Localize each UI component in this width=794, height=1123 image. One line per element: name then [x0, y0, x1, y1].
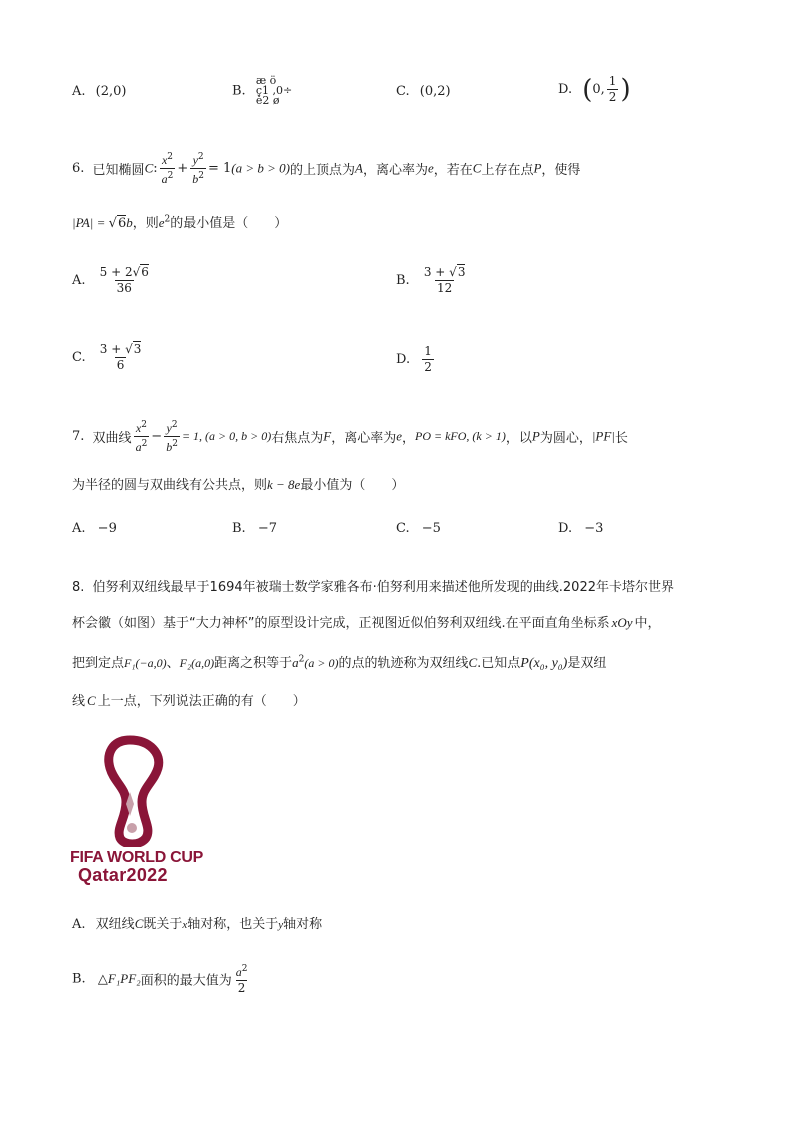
fraction: $\frac{5 + 2√6}{36}$ — [99, 265, 149, 295]
q5-option-c — [396, 84, 451, 99]
emblem-line2: Qatar2022 — [78, 865, 168, 885]
fraction: $\frac{1}{2}$ — [424, 344, 432, 374]
q7-option-b: B. −7 — [232, 521, 277, 536]
option-label: D. — [558, 82, 573, 97]
option-value: (0,2) — [419, 84, 451, 99]
q5-option-b — [232, 76, 292, 106]
q6-option-a: A. $\frac{5 + 2√6}{36}$ — [72, 265, 149, 295]
q7-line2: 为半径的圆与双曲线有公共点，则k − 8e最小值为（ ） — [72, 477, 405, 493]
fraction: $\frac{3 + √3}{6}$ — [99, 342, 142, 372]
option-label: C. — [396, 84, 410, 99]
fraction-y2-b2: $\frac{y^2}{b^2}$ — [166, 420, 178, 454]
q6-line2: |PA| = √6b，则$e^2$的最小值是（ ） — [72, 214, 288, 231]
option-value: (2,0) — [95, 84, 127, 99]
garbled-formula: æ ö ç1 ,0÷ è2 ø — [255, 74, 293, 107]
q8-line2: 杯会徽（如图）基于“大力神杯”的原型设计完成，正视图近似伯努利双纽线.在平面直角坐标系 xOy 中， — [72, 615, 661, 631]
q5-option-d: D. (0, $\frac{1}{2}$ ) — [558, 74, 631, 105]
q6-option-b: B. $\frac{3 + √3}{12}$ — [396, 265, 466, 295]
q8-line3: 把到定点F₁(−a,0)、F₂(a,0)距离之积等于$a^2(a > 0)$的点的轨迹称为双纽线C.已知点P(x₀, y₀)是双纽 — [72, 654, 607, 671]
q6-line1: 6. 已知椭圆C: $\frac{x^2}{a^2}$ + $\frac{y^2}{b^2}$ = 1(a > b > 0)的上顶点为A，离心率为e，若在C上存在点P，使得 — [72, 152, 581, 186]
q7-option-c: C. −5 — [396, 521, 441, 536]
fraction-x2-a2: $\frac{x^2}{a^2}$ — [161, 152, 174, 186]
option-label: B. — [232, 83, 246, 99]
emblem-line1: FIFA WORLD CUP — [70, 849, 203, 866]
q8-option-a: A. 双纽线C既关于x轴对称，也关于y轴对称 — [72, 916, 323, 932]
q5-option-a — [72, 84, 127, 99]
fraction-x2-a2: $\frac{x^2}{a^2}$ — [135, 420, 148, 454]
q8-option-b: B. △F₁PF₂面积的最大值为 $\frac{a^2}{2}$ — [72, 964, 248, 995]
emblem-figure-eight-icon — [70, 732, 200, 847]
q6-option-d: D. $\frac{1}{2}$ — [396, 344, 432, 374]
q7-option-d: D. −3 — [558, 521, 604, 536]
option-label: A. — [72, 84, 86, 99]
q8-line1: 8. 伯努利双纽线最早于1694年被瑞士数学家雅各布·伯努利用来描述他所发现的曲线.2022年卡塔尔世界 — [72, 580, 674, 595]
q7-option-a: A. −9 — [72, 521, 117, 536]
q6-option-c: C. $\frac{3 + √3}{6}$ — [72, 342, 142, 372]
fraction: $\frac{1}{2}$ — [608, 74, 617, 104]
q8-line4: 线 C 上一点，下列说法正确的有（ ） — [72, 693, 306, 709]
fraction: $\frac{a^2}{2}$ — [235, 964, 248, 995]
fraction: $\frac{3 + √3}{12}$ — [423, 265, 466, 295]
fraction-y2-b2: $\frac{y^2}{b^2}$ — [192, 152, 204, 186]
q7-line1: 7. 双曲线 $\frac{x^2}{a^2}$ − $\frac{y^2}{b^2}$ = 1, (a > 0, b > 0)右焦点为F，离心率为e，PO = kFO, (k > 1)，以P为圆心，|PF|长 — [72, 420, 628, 454]
